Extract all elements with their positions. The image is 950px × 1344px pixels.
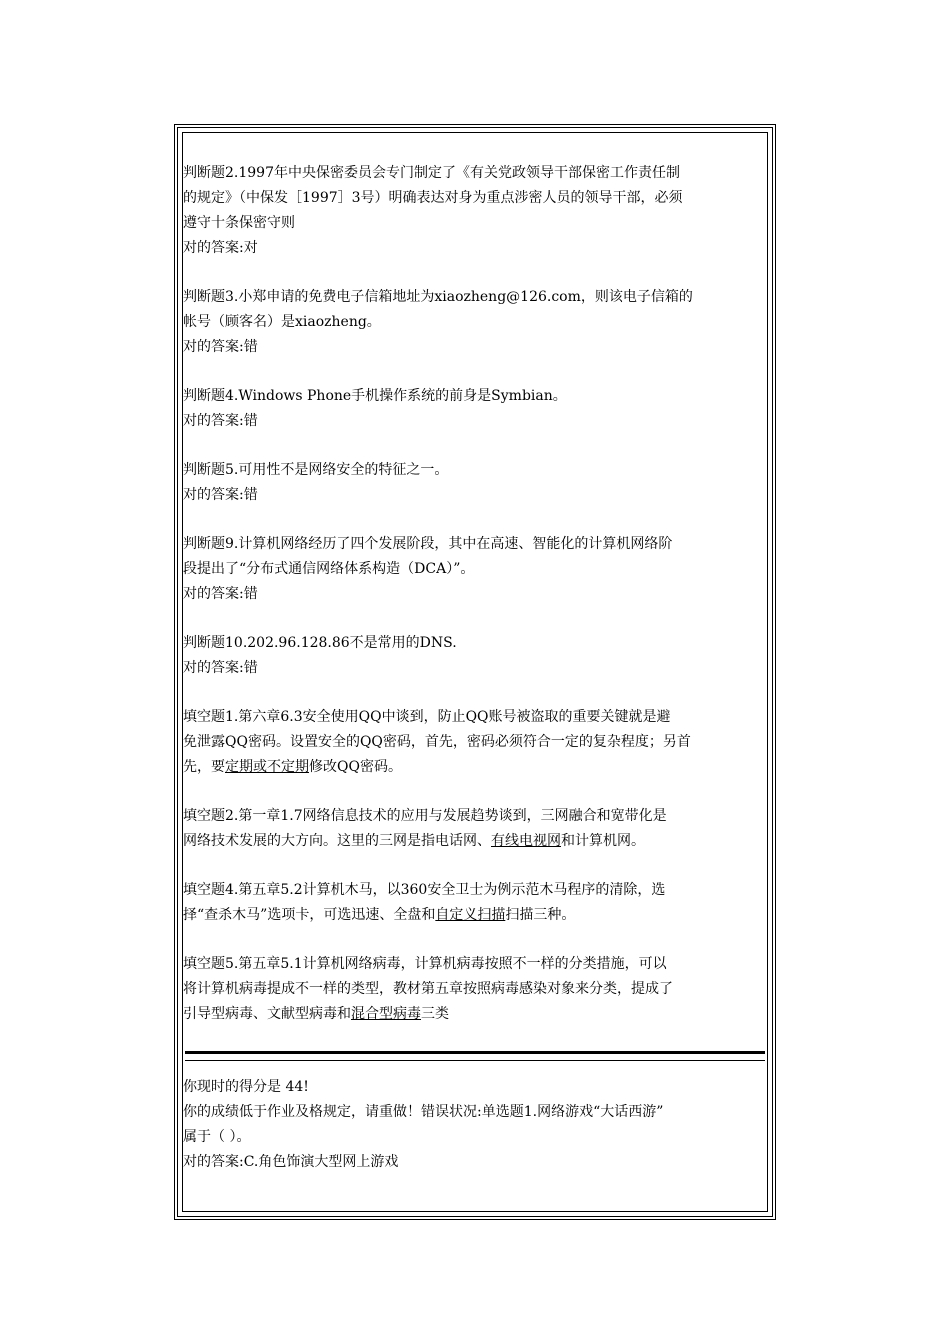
fill-question-2 <box>183 804 767 854</box>
correct-answer: 对的答案:错 <box>183 487 258 503</box>
question-text-line: 免泄露QQ密码。设置安全的QQ密码，首先，密码必须符合一定的复杂程度；另首 <box>183 734 691 750</box>
result-section <box>183 1075 767 1175</box>
fill-question-1 <box>183 705 767 780</box>
question-text-line: 的规定》（中保发［1997］3号）明确表达对身为重点涉密人员的领导干部，必须 <box>183 190 683 206</box>
question-text-line: 填空题1.第六章6.3安全使用QQ中谈到，防止QQ账号被盗取的重要关键就是避 <box>183 709 671 725</box>
blank-answer: 混合型病毒 <box>351 1006 421 1022</box>
content-frame <box>174 124 776 1220</box>
blank-answer: 自定义扫描 <box>435 907 506 923</box>
correct-answer: 对的答案:错 <box>183 413 258 429</box>
judge-question-5 <box>183 458 767 508</box>
question-text-line <box>183 1002 767 1027</box>
blank-answer: 有线电视网 <box>491 833 561 849</box>
judge-question-2 <box>183 161 767 261</box>
question-text-line: 遵守十条保密守则 <box>183 215 295 231</box>
correct-answer: 对的答案:错 <box>183 339 258 355</box>
question-text-segment: 先，要 <box>183 759 225 775</box>
judge-question-4 <box>183 384 767 434</box>
question-text-line <box>183 829 767 854</box>
question-text-line: 判断题5.可用性不是网络安全的特征之一。 <box>183 462 449 478</box>
score-text: 你现时的得分是 44! <box>183 1079 309 1095</box>
question-text-line: 判断题10.202.96.128.86不是常用的DNS. <box>183 635 457 651</box>
correct-answer: 对的答案:对 <box>183 240 258 256</box>
question-text-segment: 修改QQ密码。 <box>309 759 402 775</box>
judge-question-10 <box>183 631 767 681</box>
question-text-segment: 和计算机网。 <box>561 833 645 849</box>
question-text-line: 判断题3.小郑申请的免费电子信箱地址为xiaozheng@126.com，则该电子信箱的 <box>183 289 693 305</box>
question-text-segment: 引导型病毒、文献型病毒和 <box>183 1006 351 1022</box>
question-text-line: 填空题2.第一章1.7网络信息技术的应用与发展趋势谈到，三网融合和宽带化是 <box>183 808 667 824</box>
question-text-line: 帐号（顾客名）是xiaozheng。 <box>183 314 381 330</box>
section-divider <box>185 1051 765 1061</box>
question-text-line: 判断题2.1997年中央保密委员会专门制定了《有关党政领导干部保密工作责任制 <box>183 165 680 181</box>
result-message-line: 属于（ ）。 <box>183 1129 251 1145</box>
judge-question-9 <box>183 532 767 607</box>
correct-answer: 对的答案:错 <box>183 660 258 676</box>
question-text-line: 填空题4.第五章5.2计算机木马，以360安全卫士为例示范木马程序的清除，选 <box>183 882 666 898</box>
question-text-line: 段提出了“分布式通信网络体系构造（DCA）”。 <box>183 561 475 577</box>
question-text-segment: 网络技术发展的大方向。这里的三网是指电话网、 <box>183 833 491 849</box>
question-text-line: 判断题4.Windows Phone手机操作系统的前身是Symbian。 <box>183 388 567 404</box>
question-text-line: 判断题9.计算机网络经历了四个发展阶段，其中在高速、智能化的计算机网络阶 <box>183 536 673 552</box>
question-text-segment: 三类 <box>421 1006 449 1022</box>
question-text-line: 填空题5.第五章5.1计算机网络病毒，计算机病毒按照不一样的分类措施，可以 <box>183 956 667 972</box>
question-text-line: 将计算机病毒提成不一样的类型，教材第五章按照病毒感染对象来分类，提成了 <box>183 981 673 997</box>
result-message-line: 你的成绩低于作业及格规定，请重做！错误状况:单选题1.网络游戏“大话西游” <box>183 1104 664 1120</box>
judge-question-3 <box>183 285 767 360</box>
correct-answer: 对的答案:C.角色饰演大型网上游戏 <box>183 1154 399 1170</box>
correct-answer: 对的答案:错 <box>183 586 258 602</box>
fill-question-5 <box>183 952 767 1027</box>
fill-question-4 <box>183 878 767 928</box>
questions-section <box>183 133 767 1051</box>
content-inner-border <box>182 132 768 1212</box>
question-text-line <box>183 903 767 928</box>
question-text-line <box>183 755 767 780</box>
question-text-segment: 择“查杀木马”选项卡，可选迅速、全盘和 <box>183 907 436 923</box>
question-text-segment: 扫描三种。 <box>505 907 576 923</box>
blank-answer: 定期或不定期 <box>225 759 309 775</box>
